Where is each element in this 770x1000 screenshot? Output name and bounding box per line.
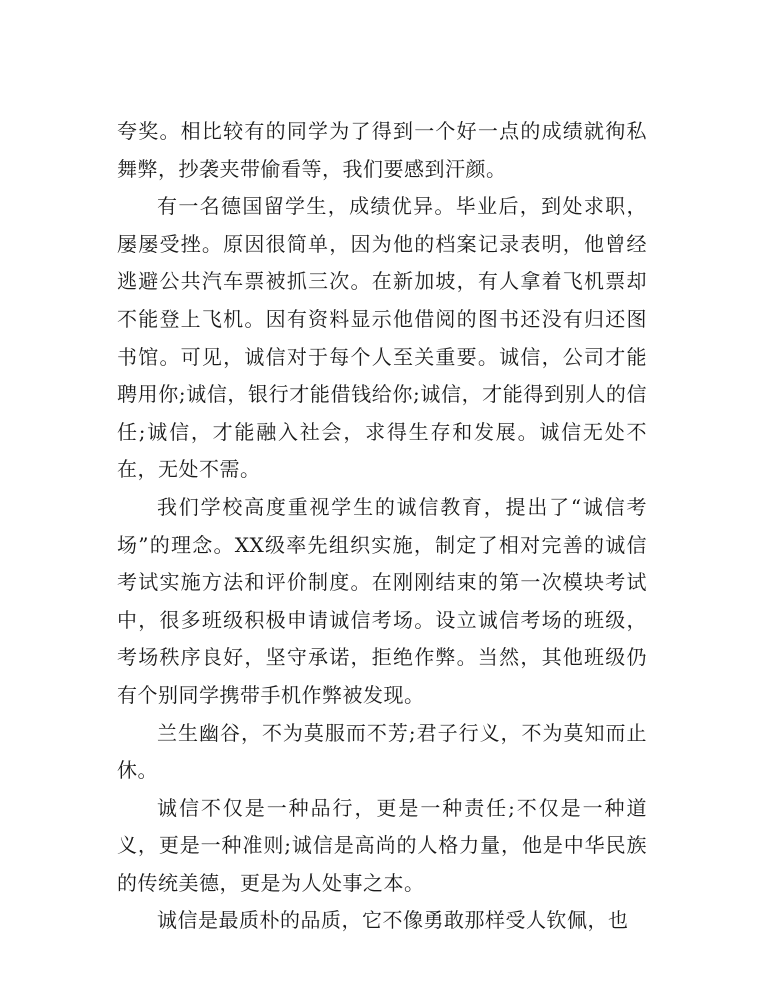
paragraph-2: 有一名德国留学生，成绩优异。毕业后，到处求职，屡屡受挫。原因很简单，因为他的档案记录表明，他曾经逃避公共汽车票被抓三次。在新加坡，有人拿着飞机票却不能登上飞机。因有资料显示他借阅的图书还没有归还图书馆。可见，诚信对于每个人至关重要。诚信，公司才能聘用你;诚信，银行才能借钱给你;诚信，才能得到别人的信任;诚信，才能融入社会，求得生存和发展。诚信无处不在，无处不需。 xyxy=(117,194,647,482)
paragraph-1: 夸奖。相比较有的同学为了得到一个好一点的成绩就徇私舞弊，抄袭夹带偷看等，我们要感到汗颜。 xyxy=(117,119,647,181)
paragraph-4: 兰生幽谷，不为莫服而不芳;君子行义，不为莫知而止休。 xyxy=(117,720,647,783)
paragraph-5: 诚信不仅是一种品行，更是一种责任;不仅是一种道义，更是一种准则;诚信是高尚的人格力量，他是中华民族的传统美德，更是为人处事之本。 xyxy=(117,795,647,895)
paragraph-3: 我们学校高度重视学生的诚信教育，提出了“诚信考场”的理念。XX级率先组织实施，制定了相对完善的诚信考试实施方法和评价制度。在刚刚结束的第一次模块考试中，很多班级积极申请诚信考场。设立诚信考场的班级，考场秩序良好，坚守承诺，拒绝作弊。当然，其他班级仍有个别同学携带手机作弊被发现。 xyxy=(117,494,647,707)
paragraph-6: 诚信是最质朴的品质，它不像勇敢那样受人钦佩，也 xyxy=(157,908,629,933)
document-body xyxy=(117,113,647,940)
